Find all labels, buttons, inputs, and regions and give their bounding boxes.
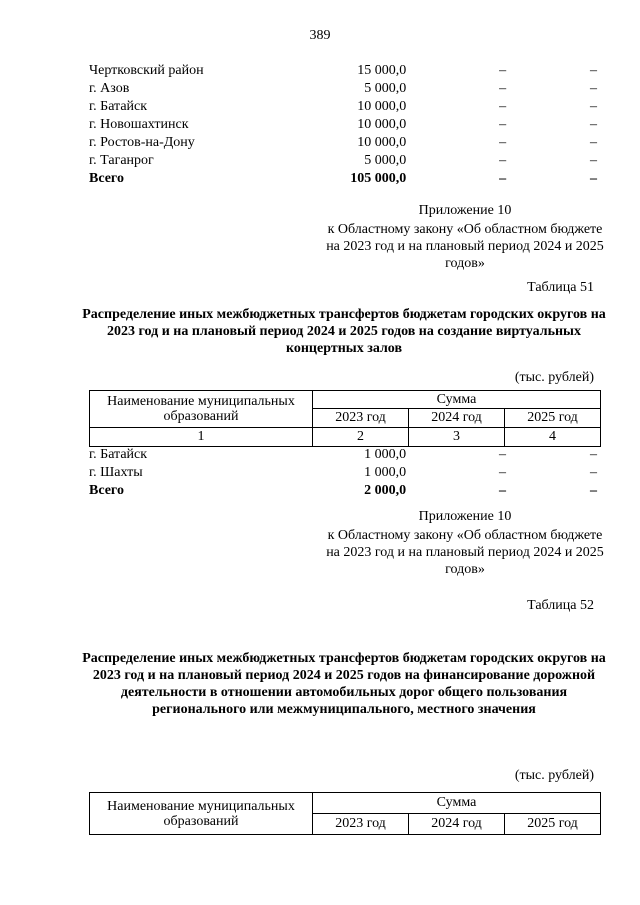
cell-2025: – [590, 81, 597, 96]
cell-municipality: г. Ростов-на-Дону [89, 135, 195, 150]
cell-2025: – [590, 447, 597, 462]
cell-2025: – [590, 99, 597, 114]
cell-municipality: г. Новошахтинск [89, 117, 189, 132]
table-row [89, 446, 597, 464]
cell-2023: 105 000,0 [350, 171, 407, 186]
cell-2025: – [590, 63, 597, 78]
table51-heading: Распределение иных межбюджетных трансфертов бюджетам городских округов на 2023 год и на плановый период 2024 и 2025 годов на создание виртуальных концертных залов [82, 307, 606, 356]
table51-header [89, 390, 601, 447]
table51-units: (тыс. рублей) [514, 370, 594, 385]
table52-units: (тыс. рублей) [514, 768, 594, 783]
table-row [89, 98, 597, 116]
cell-2024: – [499, 465, 506, 480]
cell-2025: – [590, 153, 597, 168]
cell-2025: – [590, 171, 597, 186]
cell-2024: – [499, 171, 507, 186]
cell-municipality: Чертковский район [89, 63, 204, 78]
cell-2023: 10 000,0 [357, 99, 407, 114]
table-row [89, 464, 597, 482]
cell-municipality: г. Таганрог [89, 153, 154, 168]
table-row [89, 152, 597, 170]
total-row [89, 482, 597, 500]
column-header-name: Наименование муниципальных образований [90, 793, 313, 835]
cell-2024: – [499, 135, 507, 150]
cell-municipality: г. Батайск [89, 99, 148, 114]
appendix-text: к Областному закону «Об областном бюджете на 2023 год и на плановый период 2024 и 2025 годов» [326, 222, 604, 271]
column-header-2024: 2024 год [409, 409, 505, 428]
column-header-name: Наименование муниципальных образований [90, 391, 313, 428]
cell-municipality: Всего [89, 171, 124, 186]
page-number: 389 [309, 28, 331, 43]
appendix-note-2 [320, 508, 610, 578]
cell-2023: 5 000,0 [364, 153, 407, 168]
cell-2025: – [590, 483, 597, 498]
cell-2023: 5 000,0 [364, 81, 407, 96]
appendix-text: к Областному закону «Об областном бюджете на 2023 год и на плановый период 2024 и 2025 годов» [326, 528, 604, 577]
cell-2023: 2 000,0 [364, 483, 407, 498]
cell-2024: – [499, 153, 507, 168]
cell-2024: – [499, 81, 507, 96]
cell-2023: 15 000,0 [357, 63, 407, 78]
column-header-2025: 2025 год [505, 814, 601, 835]
column-header-2023: 2023 год [313, 814, 409, 835]
cell-2023: 10 000,0 [357, 117, 407, 132]
column-header-sum: Сумма [313, 391, 601, 409]
table-row [89, 62, 597, 80]
table52-number: Таблица 52 [527, 598, 594, 613]
table51-body [89, 446, 597, 500]
cell-2023: 1 000,0 [364, 465, 407, 480]
cell-municipality: Всего [89, 483, 124, 498]
cell-2024: – [499, 447, 506, 462]
column-number-4: 4 [505, 428, 601, 447]
total-row [89, 170, 597, 188]
table-row [89, 134, 597, 152]
cell-municipality: г. Шахты [89, 465, 143, 480]
cell-2025: – [590, 465, 597, 480]
cell-municipality: г. Азов [89, 81, 130, 96]
column-number-1: 1 [90, 428, 313, 447]
column-header-2023: 2023 год [313, 409, 409, 428]
table50-tail [89, 62, 597, 188]
cell-2023: 1 000,0 [364, 447, 407, 462]
table51-number: Таблица 51 [527, 280, 594, 295]
column-number-2: 2 [313, 428, 409, 447]
table-row [89, 116, 597, 134]
cell-2025: – [590, 117, 597, 132]
cell-2023: 10 000,0 [357, 135, 407, 150]
cell-2024: – [499, 99, 507, 114]
cell-2024: – [499, 117, 507, 132]
column-header-2025: 2025 год [505, 409, 601, 428]
cell-municipality: г. Батайск [89, 447, 148, 462]
cell-2024: – [499, 483, 506, 498]
appendix-note-1 [320, 202, 610, 272]
column-header-sum: Сумма [313, 793, 601, 814]
table52-header [89, 792, 601, 835]
table52-heading: Распределение иных межбюджетных трансфертов бюджетам городских округов на 2023 год и на плановый период 2024 и 2025 годов на финансирование дорожной деятельности в отношении автомобильных дорог общего пользования регионального или межмуниципального, местного значения [82, 651, 606, 717]
column-header-2024: 2024 год [409, 814, 505, 835]
appendix-title: Приложение 10 [418, 203, 512, 218]
column-number-3: 3 [409, 428, 505, 447]
cell-2025: – [590, 135, 597, 150]
cell-2024: – [499, 63, 507, 78]
table-row [89, 80, 597, 98]
appendix-title: Приложение 10 [418, 509, 512, 524]
